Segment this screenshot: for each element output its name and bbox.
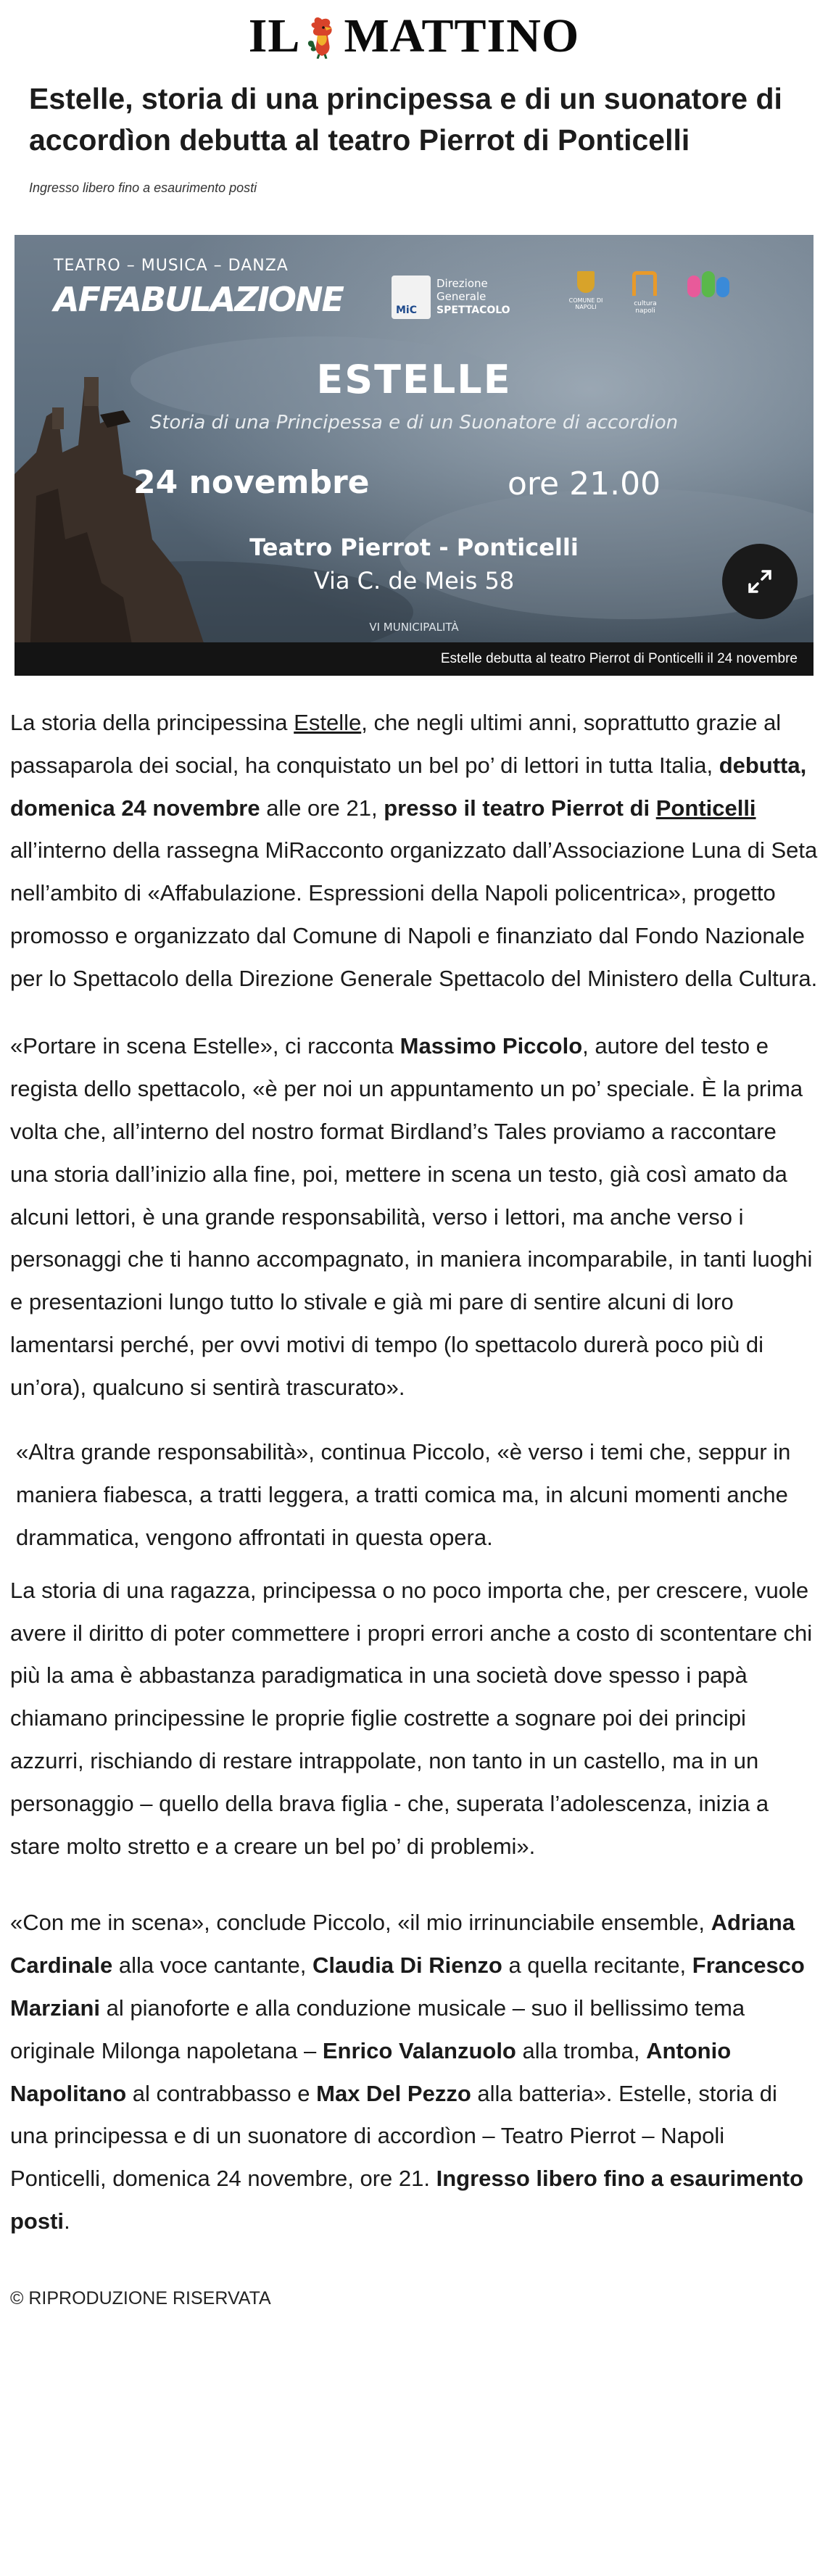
bold-run: debutta, domenica 24 novembre (10, 752, 807, 821)
ministry-abbr: MiC (396, 304, 418, 316)
poster-festival-name: AFFABULAZIONE (54, 279, 343, 319)
poster-date: 24 novembre (133, 463, 370, 501)
comune-logo (563, 271, 609, 323)
image-caption: Estelle debutta al teatro Pierrot di Ponticelli il 24 novembre (15, 642, 813, 676)
bold-run (384, 795, 755, 821)
article-header (0, 78, 828, 196)
bold-run: Antonio Napolitano (10, 2037, 732, 2106)
link-estelle[interactable]: Estelle (294, 709, 362, 735)
paragraph-1 (10, 702, 818, 1001)
bold-run: Adriana Cardinale (10, 1909, 795, 1978)
text-run: . (64, 2208, 70, 2235)
logo-text-il: IL (248, 9, 301, 62)
poster-address: Via C. de Meis 58 (313, 566, 515, 595)
logo-text-mattino: MATTINO (344, 9, 580, 62)
text-run: «Portare in scena Estelle», ci racconta (10, 1033, 400, 1059)
poster-show-subtitle: Storia di una Principessa e di un Suonatore di accordion (149, 411, 679, 434)
poster-municipality: VI MUNICIPALITÀ (369, 620, 459, 634)
ministry-line-2: Generale (436, 289, 487, 303)
article-title: Estelle, storia di una principessa e di un suonatore di accordìon debutta al teatro Pierrot di Ponticelli (29, 82, 782, 157)
poster-venue: Teatro Pierrot - Ponticelli (249, 533, 579, 561)
cultura-logo (628, 271, 663, 323)
bold-run: Claudia Di Rienzo (312, 1952, 502, 1978)
site-logo[interactable] (249, 9, 580, 64)
paragraph-5 (10, 1902, 818, 2243)
poster-tagline: TEATRO – MUSICA – DANZA (54, 256, 289, 275)
rooster-logo-icon (303, 14, 341, 59)
poster-time: ore 21.00 (508, 465, 661, 502)
ministry-line-3: SPETTACOLO (436, 304, 510, 316)
text-run: al contrabbasso e (126, 2080, 317, 2106)
paragraph-4: La storia di una ragazza, principessa o no poco importa che, per crescere, vuole avere il diritto di poter commettere i propri errori anche a costo di scontentare chi più la ama è abbastanza paradigmatica in una società dove spesso i papà chiamano principessine le proprie figlie costrette a sognare poi dei principi azzurri, rischiando di restare intrappolate, non tanto in un castello, ma in un personaggio – quello della brava figlia - che, superata l’adolescenza, inizia a stare molto stretto e a creare un bel po’ di problemi». (10, 1577, 813, 1860)
poster-show-title: ESTELLE (316, 356, 512, 402)
text-run: , che negli ultimi anni, soprattutto grazie al passaparola dei social, ha conquistato un bel po’ di lettori in tutta Italia, (10, 709, 782, 778)
comune-label: COMUNE DI NAPOLI (568, 297, 603, 310)
text-run: a quella recitante, (502, 1952, 692, 1978)
ministry-line-1: Direzione (436, 276, 488, 290)
cultura-label: cultura napoli (634, 299, 657, 315)
text-run: all’interno della rassegna MiRacconto organizzato dall’Associazione Luna di Seta nell’ambito di «Affabulazione. Espressioni della Napoli policentrica», progetto promosso e organizzato dal Comune di Napoli e finanziato dal Fondo Nazionale per lo Spettacolo della Direzione Generale Spettacolo del Ministero della Cultura. (10, 837, 818, 992)
site-header (0, 0, 828, 73)
text-run: alla tromba, (516, 2037, 647, 2063)
link-ponticelli[interactable]: Ponticelli (655, 795, 756, 821)
bold-run: Francesco Marziani (10, 1952, 805, 2021)
municipality-logo (687, 271, 731, 315)
expand-image-button[interactable] (722, 544, 798, 619)
text-run: alla batteria». Estelle, storia di una principessa e di un suonatore di accordìon – Teatro Pierrot – Napoli Ponticelli, domenica 24 novembre, ore 21. (10, 2080, 777, 2192)
text-run: alla voce cantante, (112, 1952, 313, 1978)
bold-run: Max Del Pezzo (316, 2080, 471, 2106)
article-body (0, 702, 828, 2243)
copyright-notice: © RIPRODUZIONE RISERVATA (10, 2288, 271, 2309)
ministry-logo (392, 276, 431, 319)
expand-arrows-icon (744, 566, 776, 597)
text-run: La storia della principessina (10, 709, 294, 735)
bold-run: Enrico Valanzuolo (322, 2037, 516, 2063)
paragraph-2 (10, 1025, 818, 1409)
hero-image[interactable] (15, 235, 813, 676)
text-run: al pianoforte e alla conduzione musicale – suo il bellissimo tema originale Milonga napoletana – (10, 1995, 745, 2063)
text-run: , autore del testo e regista dello spettacolo, «è per noi un appuntamento un po’ speciale. È la prima volta che, all’interno del nostro format Birdland’s Tales proviamo a raccontare una storia dall’inizio alla fine, poi, mettere in scena un testo, già così amato da alcuni lettori, è una grande responsabilità, verso i lettori, ma anche verso i personaggi che ti hanno accompagnato, in maniera incomparabile, in tanti luoghi e presentazioni lungo tutto lo stivale e già mi pare di sentire alcuni di loro lamentarsi perché, per ovvi motivi di tempo (lo spettacolo durerà poco più di un’ora), qualcuno si sentirà trascurato». (10, 1033, 813, 1401)
text-run: alle ore 21, (260, 795, 384, 821)
bold-run: Ingresso libero fino a esaurimento posti (10, 2166, 804, 2235)
bold-run: Massimo Piccolo (399, 1033, 583, 1059)
text-run: presso il teatro Pierrot di (384, 795, 656, 821)
text-run: «Con me in scena», conclude Piccolo, «il mio irrinunciabile ensemble, (10, 1909, 711, 1935)
paragraph-3: «Altra grande responsabilità», continua Piccolo, «è verso i temi che, seppur in maniera fiabesca, a tratti leggera, a tratti comica ma, in alcuni momenti anche drammatica, vengono affrontati in questa opera. (16, 1439, 791, 1550)
article-subtitle: Ingresso libero fino a esaurimento posti (29, 180, 257, 195)
